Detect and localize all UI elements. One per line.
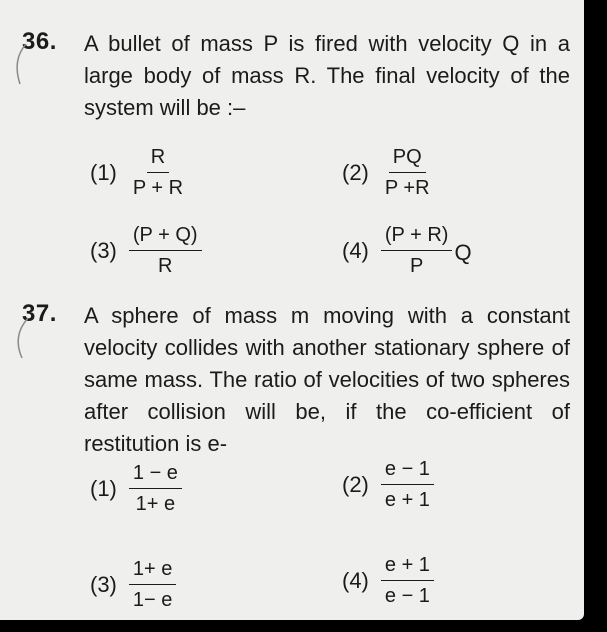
option-label: (4) xyxy=(342,237,369,263)
option-label: (2) xyxy=(342,471,369,497)
fraction-numerator: (P + R) xyxy=(381,222,453,251)
fraction-numerator: 1+ e xyxy=(129,556,176,585)
option-label: (3) xyxy=(90,571,117,597)
fraction-denominator: 1− e xyxy=(132,589,173,611)
option-37-3 xyxy=(90,556,176,613)
question-text: A sphere of mass m moving with a constant velocity collides with another stationary sphere of same mass. The ratio of velocities of two spheres after collision will be, if the co-efficient of restitution is e- xyxy=(84,303,570,456)
option-label: (3) xyxy=(90,237,117,263)
option-37-2 xyxy=(342,456,434,513)
fraction xyxy=(381,552,434,609)
fraction-denominator: P + R xyxy=(132,177,184,199)
question-number: 37. xyxy=(22,300,57,327)
fraction-denominator: e + 1 xyxy=(384,489,430,511)
fraction xyxy=(129,144,187,201)
pen-mark-icon xyxy=(6,314,36,364)
option-label: (1) xyxy=(90,159,117,185)
option-36-2 xyxy=(342,144,434,201)
fraction xyxy=(381,222,453,279)
pen-mark-icon xyxy=(6,40,36,90)
option-label: (1) xyxy=(90,475,117,501)
option-36-3 xyxy=(90,222,202,279)
option-36-1 xyxy=(90,144,187,201)
fraction xyxy=(129,556,176,613)
question-number: 36. xyxy=(22,28,57,55)
fraction-numerator: PQ xyxy=(389,144,426,173)
option-36-4 xyxy=(342,222,472,279)
question-text: A bullet of mass P is fired with velocity Q in a large body of mass R. The final velocity of the system will be :– xyxy=(84,31,570,120)
option-37-4 xyxy=(342,552,434,609)
fraction-denominator: 1+ e xyxy=(135,493,176,515)
fraction xyxy=(381,456,434,513)
fraction-denominator: P xyxy=(409,255,424,277)
fraction-numerator: R xyxy=(147,144,169,173)
option-suffix: Q xyxy=(454,239,472,265)
option-label: (4) xyxy=(342,567,369,593)
fraction-denominator: R xyxy=(157,255,173,277)
fraction xyxy=(381,144,434,201)
fraction-numerator: e − 1 xyxy=(381,456,434,485)
fraction-numerator: e + 1 xyxy=(381,552,434,581)
option-37-1 xyxy=(90,460,182,517)
fraction-denominator: e − 1 xyxy=(384,585,430,607)
fraction xyxy=(129,460,182,517)
fraction-numerator: (P + Q) xyxy=(129,222,202,251)
fraction-denominator: P +R xyxy=(384,177,430,199)
option-label: (2) xyxy=(342,159,369,185)
fraction-numerator: 1 − e xyxy=(129,460,182,489)
fraction xyxy=(129,222,202,279)
